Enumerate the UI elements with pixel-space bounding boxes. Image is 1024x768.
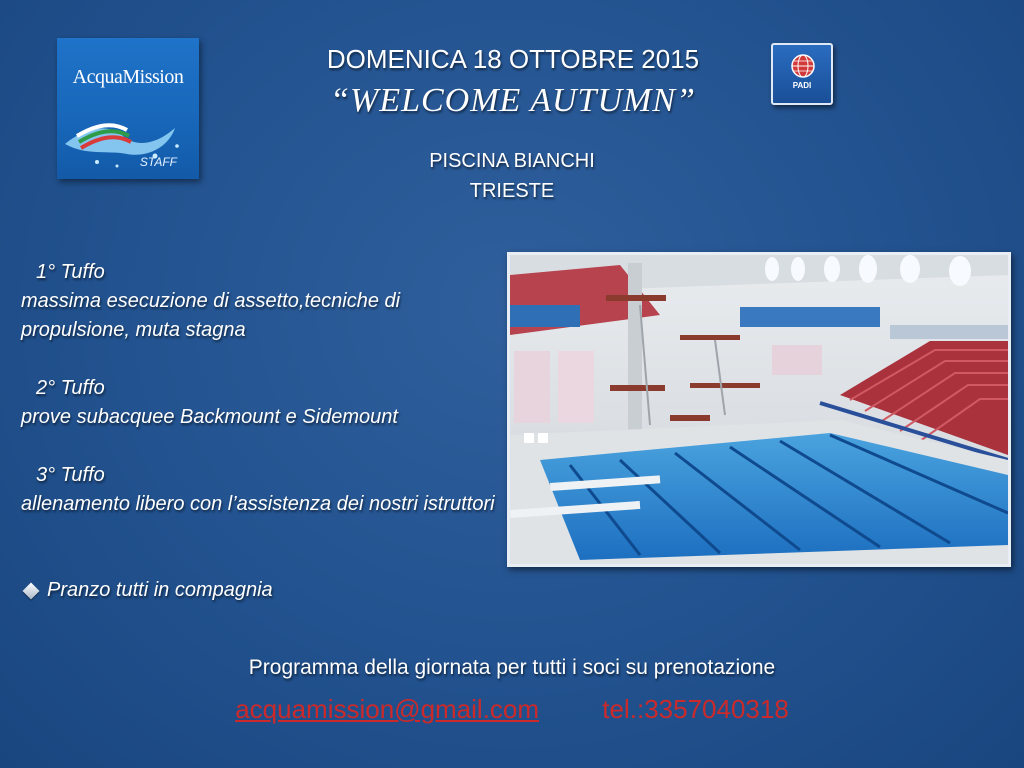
phone-number: tel.:3357040318 xyxy=(602,694,789,724)
lunch-item xyxy=(21,576,501,605)
diamond-bullet-icon xyxy=(23,582,40,599)
dive-item xyxy=(21,461,511,519)
email-link[interactable]: acquamission@gmail.com xyxy=(235,694,540,724)
acquamission-logo xyxy=(57,38,199,179)
dive-description: massima esecuzione di assetto,tecniche di propulsione, muta stagna xyxy=(21,290,401,341)
padi-badge xyxy=(771,43,833,105)
venue-city: TRIESTE xyxy=(469,180,555,202)
dive-item xyxy=(21,258,511,345)
badge-label: PADI xyxy=(792,81,812,90)
contact-line xyxy=(0,694,1024,725)
logo-name: AcquaMission xyxy=(72,66,184,88)
dive-item xyxy=(21,374,511,432)
dive-description: allenamento libero con l’assistenza dei nostri istruttori xyxy=(21,493,495,515)
venue-name: PISCINA BIANCHI xyxy=(429,150,595,172)
logo-subtitle: STAFF xyxy=(139,155,177,169)
event-title: “WELCOME AUTUMN” xyxy=(330,82,696,119)
dive-title: 3° Tuffo xyxy=(36,464,105,486)
lunch-text: Pranzo tutti in compagnia xyxy=(47,579,273,601)
dive-list xyxy=(21,258,511,548)
event-date: DOMENICA 18 OTTOBRE 2015 xyxy=(326,44,700,74)
dive-description: prove subacquee Backmount e Sidemount xyxy=(21,406,398,428)
wave-icon xyxy=(57,106,199,176)
program-note: Programma della giornata per tutti i soci su prenotazione xyxy=(248,656,776,679)
pool-photo xyxy=(507,252,1011,567)
pool-illustration xyxy=(510,255,1008,564)
globe-icon xyxy=(790,53,816,79)
dive-title: 2° Tuffo xyxy=(36,377,105,399)
dive-title: 1° Tuffo xyxy=(36,261,105,283)
